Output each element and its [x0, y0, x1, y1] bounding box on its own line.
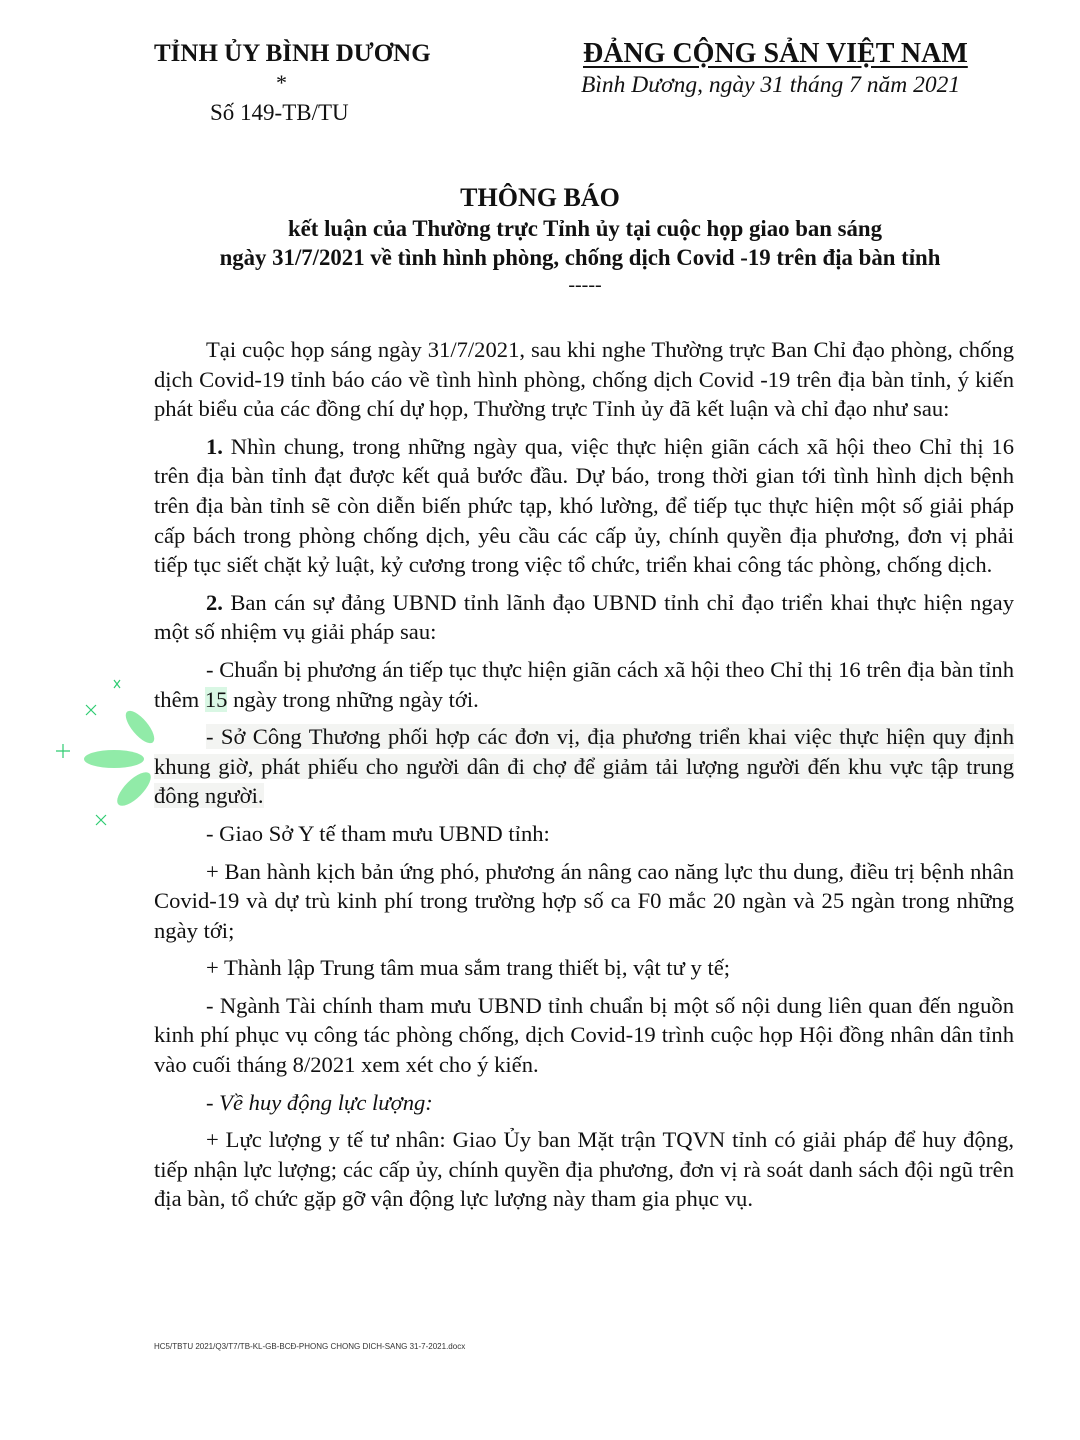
document-body: [154, 335, 1014, 1222]
title-separator: -----: [568, 274, 602, 296]
item-1-paragraph: [154, 432, 1014, 580]
footer-file-path: HC5/TBTU 2021/Q3/T7/TB-KL-GB-BCĐ-PHONG CHONG DICH-SANG 31-7-2021.docx: [154, 1342, 466, 1351]
doc-subtitle-line2: ngày 31/7/2021 về tình hình phòng, chống dịch Covid -19 trên địa bàn tỉnh: [219, 245, 941, 270]
bullet-2-text: - Sở Công Thương phối hợp các đơn vị, địa phương triển khai việc thực hiện quy định khung giờ, phát phiếu cho người dân đi chợ để giảm tải lượng người đến khu vực tập trung đông người.: [154, 724, 1014, 809]
item-2-paragraph: [154, 588, 1014, 647]
intro-paragraph: Tại cuộc họp sáng ngày 31/7/2021, sau khi nghe Thường trực Ban Chỉ đạo phòng, chống dịch Covid-19 tỉnh báo cáo về tình hình phòng, chống dịch Covid -19 trên địa bàn tỉnh, ý kiến phát biểu của các đồng chí dự họp, Thường trực Tỉnh ủy đã kết luận và chỉ đạo như sau:: [154, 337, 1014, 422]
bullet-health-dept: - Giao Sở Y tế tham mưu UBND tỉnh:: [206, 820, 550, 846]
highlighter-sparkle-decoration: [50, 675, 170, 845]
party-name: ĐẢNG CỘNG SẢN VIỆT NAM: [583, 38, 968, 69]
subbullet-private-health: + Lực lượng y tế tư nhân: Giao Ủy ban Mặt trận TQVN tỉnh có giải pháp để huy động, tiếp nhận lực lượng; các cấp ủy, chính quyền địa phương, đơn vị rà soát danh sách đội ngũ trên địa bàn, tổ chức gặp gỡ vận động lực lượng này tham gia phục vụ.: [154, 1127, 1014, 1212]
item-2-number: 2.: [206, 589, 223, 615]
item-2-text: Ban cán sự đảng UBND tỉnh lãnh đạo UBND tỉnh chỉ đạo triển khai thực hiện ngay một số nhiệm vụ giải pháp sau:: [154, 589, 1014, 645]
item-1-number: 1.: [206, 433, 223, 459]
doc-subtitle-line1: kết luận của Thường trực Tỉnh ủy tại cuộc họp giao ban sáng: [287, 216, 882, 241]
org-star: *: [276, 70, 287, 95]
highlight-petals-icon: [84, 707, 159, 811]
bullet-1-post: ngày trong những ngày tới.: [227, 686, 479, 712]
bullet-1-pre: - Chuẩn bị phương án tiếp tục thực hiện giãn cách xã hội theo Chỉ thị 16 trên địa bàn tỉnh thêm: [154, 656, 1014, 712]
subbullet-response-plan: + Ban hành kịch bản ứng phó, phương án nâng cao năng lực thu dung, điều trị bệnh nhân Covid-19 và dự trù kinh phí trong trường hợp số ca F0 mắc 20 ngàn và 25 ngàn trong những ngày tới;: [154, 858, 1014, 943]
highlighted-days: 15: [204, 686, 228, 712]
item-1-text: Nhìn chung, trong những ngày qua, việc thực hiện giãn cách xã hội theo Chỉ thị 16 trên địa bàn tỉnh đạt được kết quả bước đầu. Dự báo, trong thời gian tới tình hình dịch bệnh trên địa bàn tỉnh sẽ còn diễn biến phức tạp, khó lường, để tiếp tục thực hiện một số giải pháp cấp bách trong phòng chống dịch, yêu cầu các cấp ủy, chính quyền địa phương, đơn vị phải tiếp tục siết chặt kỷ luật, kỷ cương trong việc tổ chức, triển khai công tác phòng, chống dịch.: [154, 433, 1014, 578]
bullet-extend-distancing: [154, 655, 1014, 714]
subbullet-procurement-center: + Thành lập Trung tâm mua sắm trang thiết bị, vật tư y tế;: [206, 955, 731, 981]
org-name: TỈNH ỦY BÌNH DƯƠNG: [154, 40, 431, 67]
bullet-finance: - Ngành Tài chính tham mưu UBND tỉnh chuẩn bị một số nội dung liên quan đến nguồn kinh phí phục vụ công tác phòng chống, dịch Covid-19 trình cuộc họp Hội đồng nhân dân tỉnh vào cuối tháng 8/2021 xem xét cho ý kiến.: [154, 992, 1014, 1078]
place-date: Bình Dương, ngày 31 tháng 7 năm 2021: [581, 72, 961, 98]
doc-title: THÔNG BÁO: [460, 183, 620, 212]
bullet-mobilization: - Về huy động lực lượng:: [206, 1089, 433, 1115]
bullet-market-schedule: [154, 722, 1014, 811]
doc-number: Số 149-TB/TU: [210, 100, 349, 125]
